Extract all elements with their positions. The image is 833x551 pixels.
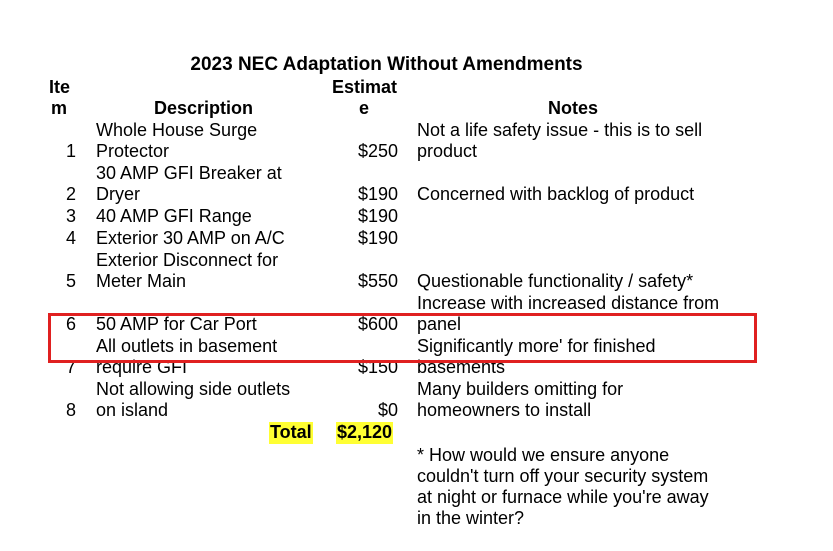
header-description: Description xyxy=(154,98,254,118)
row-1-description-line1: Whole House Surge xyxy=(96,120,258,140)
row-5-notes: Questionable functionality / safety* xyxy=(417,271,694,291)
row-6-description: 50 AMP for Car Port xyxy=(96,314,257,334)
row-2-description-line2: Dryer xyxy=(96,184,140,204)
footnote-line3: at night or furnace while you're away xyxy=(417,487,709,507)
row-3-description: 40 AMP GFI Range xyxy=(96,206,252,226)
total-value: $2,120 xyxy=(337,422,393,442)
row-4-item: 4 xyxy=(65,228,76,248)
row-7-description-line1: All outlets in basement xyxy=(96,336,278,356)
row-7-item: 7 xyxy=(65,357,76,377)
row-8-notes-line1: Many builders omitting for xyxy=(417,379,624,399)
highlight-callout-box xyxy=(48,313,757,363)
row-3-item: 3 xyxy=(65,206,76,226)
document-title: 2023 NEC Adaptation Without Amendments xyxy=(190,54,583,75)
row-5-description-line2: Meter Main xyxy=(96,271,187,291)
row-1-item: 1 xyxy=(65,141,76,161)
row-1-notes-line2: product xyxy=(417,141,478,161)
row-4-description: Exterior 30 AMP on A/C xyxy=(96,228,285,248)
row-7-estimate: $150 xyxy=(357,357,398,377)
row-1-description-line2: Protector xyxy=(96,141,170,161)
header-estimate-line1: Estimat xyxy=(332,77,398,97)
row-1-notes-line1: Not a life safety issue - this is to sell xyxy=(417,120,703,140)
row-6-item: 6 xyxy=(65,314,76,334)
header-item-line2: m xyxy=(51,98,68,118)
total-label: Total xyxy=(270,422,312,442)
row-8-notes-line2: homeowners to install xyxy=(417,400,592,420)
row-2-item: 2 xyxy=(65,184,76,204)
row-7-notes-line2: basements xyxy=(417,357,506,377)
header-item-line1: Ite xyxy=(49,77,71,97)
row-3-estimate: $190 xyxy=(357,206,398,226)
header-notes: Notes xyxy=(548,98,599,118)
footnote-line4: in the winter? xyxy=(417,508,525,528)
row-2-estimate: $190 xyxy=(357,184,398,204)
row-2-description-line1: 30 AMP GFI Breaker at xyxy=(96,163,282,183)
row-5-estimate: $550 xyxy=(357,271,398,291)
row-6-notes-line2: panel xyxy=(417,314,462,334)
row-5-item: 5 xyxy=(65,271,76,291)
footnote-line1: * How would we ensure anyone xyxy=(417,445,670,465)
row-7-notes-line1: Significantly more' for finished xyxy=(417,336,656,356)
row-1-estimate: $250 xyxy=(357,141,398,161)
header-estimate-line2: e xyxy=(359,98,370,118)
row-6-estimate: $600 xyxy=(357,314,398,334)
row-4-estimate: $190 xyxy=(357,228,398,248)
row-8-description-line2: on island xyxy=(96,400,169,420)
row-6-notes-line1: Increase with increased distance from xyxy=(417,293,720,313)
row-8-item: 8 xyxy=(65,400,76,420)
row-2-notes: Concerned with backlog of product xyxy=(417,184,695,204)
footnote-line2: couldn't turn off your security system xyxy=(417,466,709,486)
row-8-description-line1: Not allowing side outlets xyxy=(96,379,291,399)
row-8-estimate: $0 xyxy=(377,400,398,420)
row-7-description-line2: require GFI xyxy=(96,357,188,377)
row-5-description-line1: Exterior Disconnect for xyxy=(96,250,279,270)
